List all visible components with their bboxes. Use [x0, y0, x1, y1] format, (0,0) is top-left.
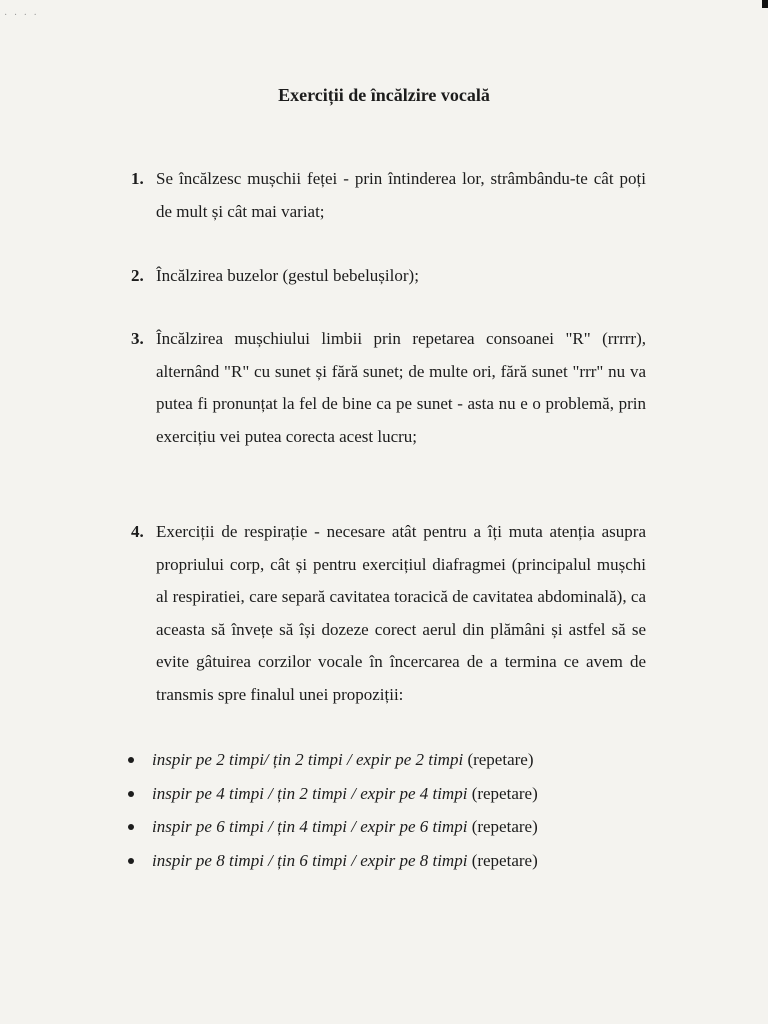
bullet-icon	[128, 757, 134, 763]
document-title: Exerciții de încălzire vocală	[278, 85, 490, 105]
breathing-pattern: inspir pe 6 timpi / țin 4 timpi / expir pe 6 timpi	[152, 817, 468, 836]
item-text: Încălzirea mușchiului limbii prin repetarea consoanei "R" (rrrrr), alternând "R" cu sunet și fără sunet; de multe ori, fără sunet "rrr" nu va putea fi pronunțat la fel de bine ca pe sunet - asta nu e o problemă, prin exercițiu vei putea corecta acest lucru;	[156, 329, 646, 446]
item-number: 3.	[131, 329, 144, 348]
bullet-icon	[128, 824, 134, 830]
list-item	[126, 743, 646, 777]
item-number: 4.	[131, 522, 144, 541]
scan-edge-mark	[762, 0, 768, 8]
item-text: Încălzirea buzelor (gestul bebelușilor);	[156, 266, 419, 285]
repeat-note: (repetare)	[471, 783, 538, 803]
item-text: Exerciții de respirație - necesare atât pentru a îți muta atenția asupra propriului corp, cât și pentru exercițiul diafragmei (principalul mușchi al respiratiei, care separă cavitatea toracică de cavitatea abdominală), ca aceasta să învețe să își dozeze corect aerul din plămâni și astfel să se evite gâtuirea corzilor vocale în încercarea de a termina ce avem de transmis spre finalul unei propoziții:	[156, 522, 646, 704]
list-item-4	[131, 516, 646, 711]
breathing-patterns-list	[126, 743, 646, 877]
list-item	[126, 777, 646, 811]
item-text: Se încălzesc mușchii feței - prin întinderea lor, strâmbându-te cât poți de mult și cât mai variat;	[156, 169, 646, 221]
list-item-3	[131, 323, 646, 453]
item-number: 2.	[131, 266, 144, 285]
breathing-pattern: inspir pe 8 timpi / țin 6 timpi / expir pe 8 timpi	[152, 850, 468, 870]
item-number: 1.	[131, 169, 144, 188]
repeat-note: (repetare)	[471, 850, 538, 870]
scan-artifact: · · · ·	[4, 10, 39, 21]
bullet-icon	[128, 791, 134, 797]
list-item-2	[131, 260, 646, 293]
list-item	[126, 844, 646, 878]
bullet-icon	[128, 858, 134, 864]
list-item-1	[131, 163, 646, 228]
repeat-note: (repetare)	[471, 817, 538, 836]
breathing-pattern: inspir pe 2 timpi/ țin 2 timpi / expir pe 2 timpi	[152, 750, 464, 769]
list-item	[126, 810, 646, 844]
repeat-note: (repetare)	[467, 750, 534, 769]
breathing-pattern: inspir pe 4 timpi / țin 2 timpi / expir pe 4 timpi	[152, 783, 468, 803]
